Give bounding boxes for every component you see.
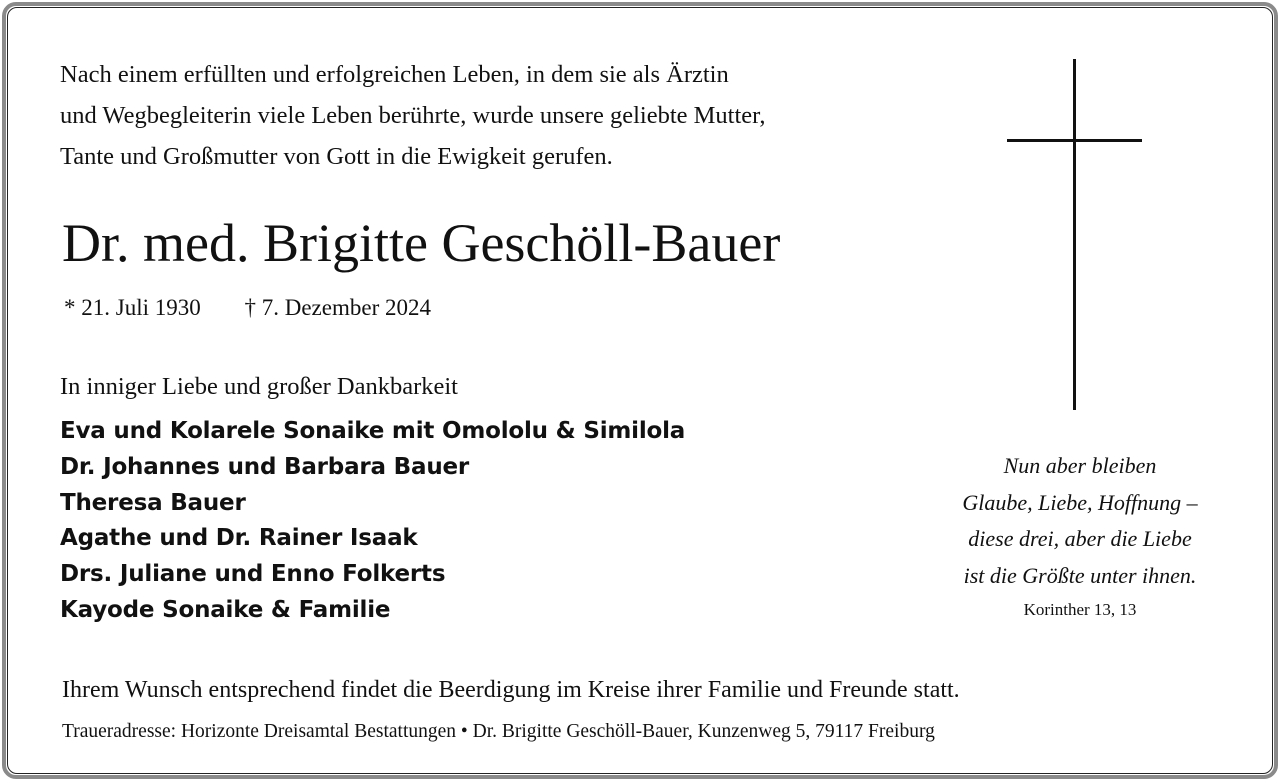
life-dates bbox=[64, 292, 431, 324]
verse-line: diese drei, aber die Liebe bbox=[968, 526, 1192, 551]
cross-vertical-bar bbox=[1073, 59, 1076, 410]
mourner-item: Kayode Sonaike & Familie bbox=[60, 596, 391, 623]
intro-line: und Wegbegleiterin viele Leben berührte, wurde unsere geliebte Mutter, bbox=[60, 102, 766, 129]
mourner-item: Dr. Johannes und Barbara Bauer bbox=[60, 453, 470, 480]
mourner-item: Theresa Bauer bbox=[60, 489, 246, 516]
cross-horizontal-bar bbox=[1007, 139, 1142, 142]
mourner-item: Drs. Juliane und Enno Folkerts bbox=[60, 561, 446, 588]
mourners-list bbox=[60, 414, 685, 629]
birth-date: * 21. Juli 1930 bbox=[64, 295, 201, 320]
intro-line: Tante und Großmutter von Gott in die Ewigkeit gerufen. bbox=[60, 143, 613, 170]
mourning-address: Traueradresse: Horizonte Dreisamtal Bestattungen • Dr. Brigitte Geschöll-Bauer, Kunzenweg 5, 79117 Freiburg bbox=[62, 721, 935, 742]
funeral-wish: Ihrem Wunsch entsprechend findet die Beerdigung im Kreise ihrer Familie und Freunde statt. bbox=[62, 677, 960, 703]
intro-line: Nach einem erfüllten und erfolgreichen Leben, in dem sie als Ärztin bbox=[60, 61, 729, 88]
verse-line: Nun aber bleiben bbox=[1003, 453, 1157, 478]
death-date: † 7. Dezember 2024 bbox=[244, 295, 431, 320]
verse-reference: Korinther 13, 13 bbox=[1023, 600, 1137, 619]
mourner-item: Eva und Kolarele Sonaike mit Omololu & Similola bbox=[60, 418, 686, 444]
deceased-name: Dr. med. Brigitte Geschöll-Bauer bbox=[62, 213, 781, 273]
intro-text bbox=[60, 54, 910, 177]
verse-line: Glaube, Liebe, Hoffnung – bbox=[962, 489, 1198, 515]
verse-line: ist die Größte unter ihnen. bbox=[963, 562, 1197, 588]
bible-verse bbox=[920, 448, 1240, 594]
thanks-line: In inniger Liebe und großer Dankbarkeit bbox=[60, 373, 458, 400]
mourner-item: Agathe und Dr. Rainer Isaak bbox=[60, 525, 418, 552]
